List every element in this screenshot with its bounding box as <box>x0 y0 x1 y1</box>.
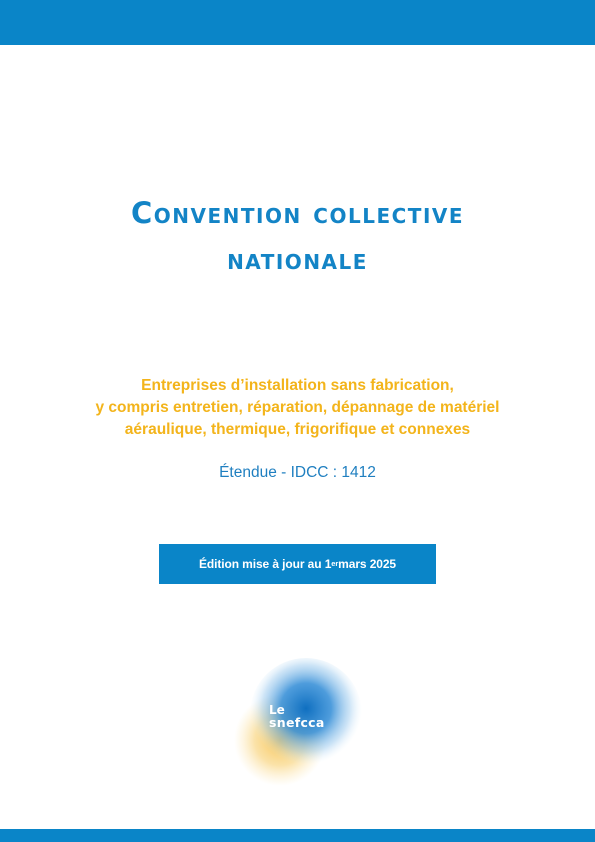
logo-blue-glow <box>250 658 362 770</box>
bottom-color-band <box>0 829 595 842</box>
logo-text-line-2: snefcca <box>269 715 325 730</box>
subtitle <box>0 375 595 441</box>
edition-banner: Édition mise à jour au 1 er mars 2025 <box>159 544 436 584</box>
edition-suffix: mars 2025 <box>338 557 396 571</box>
snefcca-logo <box>226 656 372 792</box>
page-title <box>0 190 595 282</box>
logo-text-line-1: Le <box>269 703 285 717</box>
title-line-1: Convention collective <box>130 196 465 230</box>
top-color-band <box>0 0 595 45</box>
snefcca-logo-graphic <box>226 656 372 792</box>
edition-prefix: Édition mise à jour au 1 <box>198 557 332 571</box>
subtitle-line-3: aéraulique, thermique, frigorifique et connexes <box>124 421 471 438</box>
title-line-2: nationale <box>227 242 368 276</box>
idcc-line: Étendue - IDCC : 1412 <box>219 464 376 481</box>
subtitle-line-2: y compris entretien, réparation, dépannage de matériel <box>95 399 500 416</box>
subtitle-line-1: Entreprises d’installation sans fabrication, <box>141 377 454 394</box>
